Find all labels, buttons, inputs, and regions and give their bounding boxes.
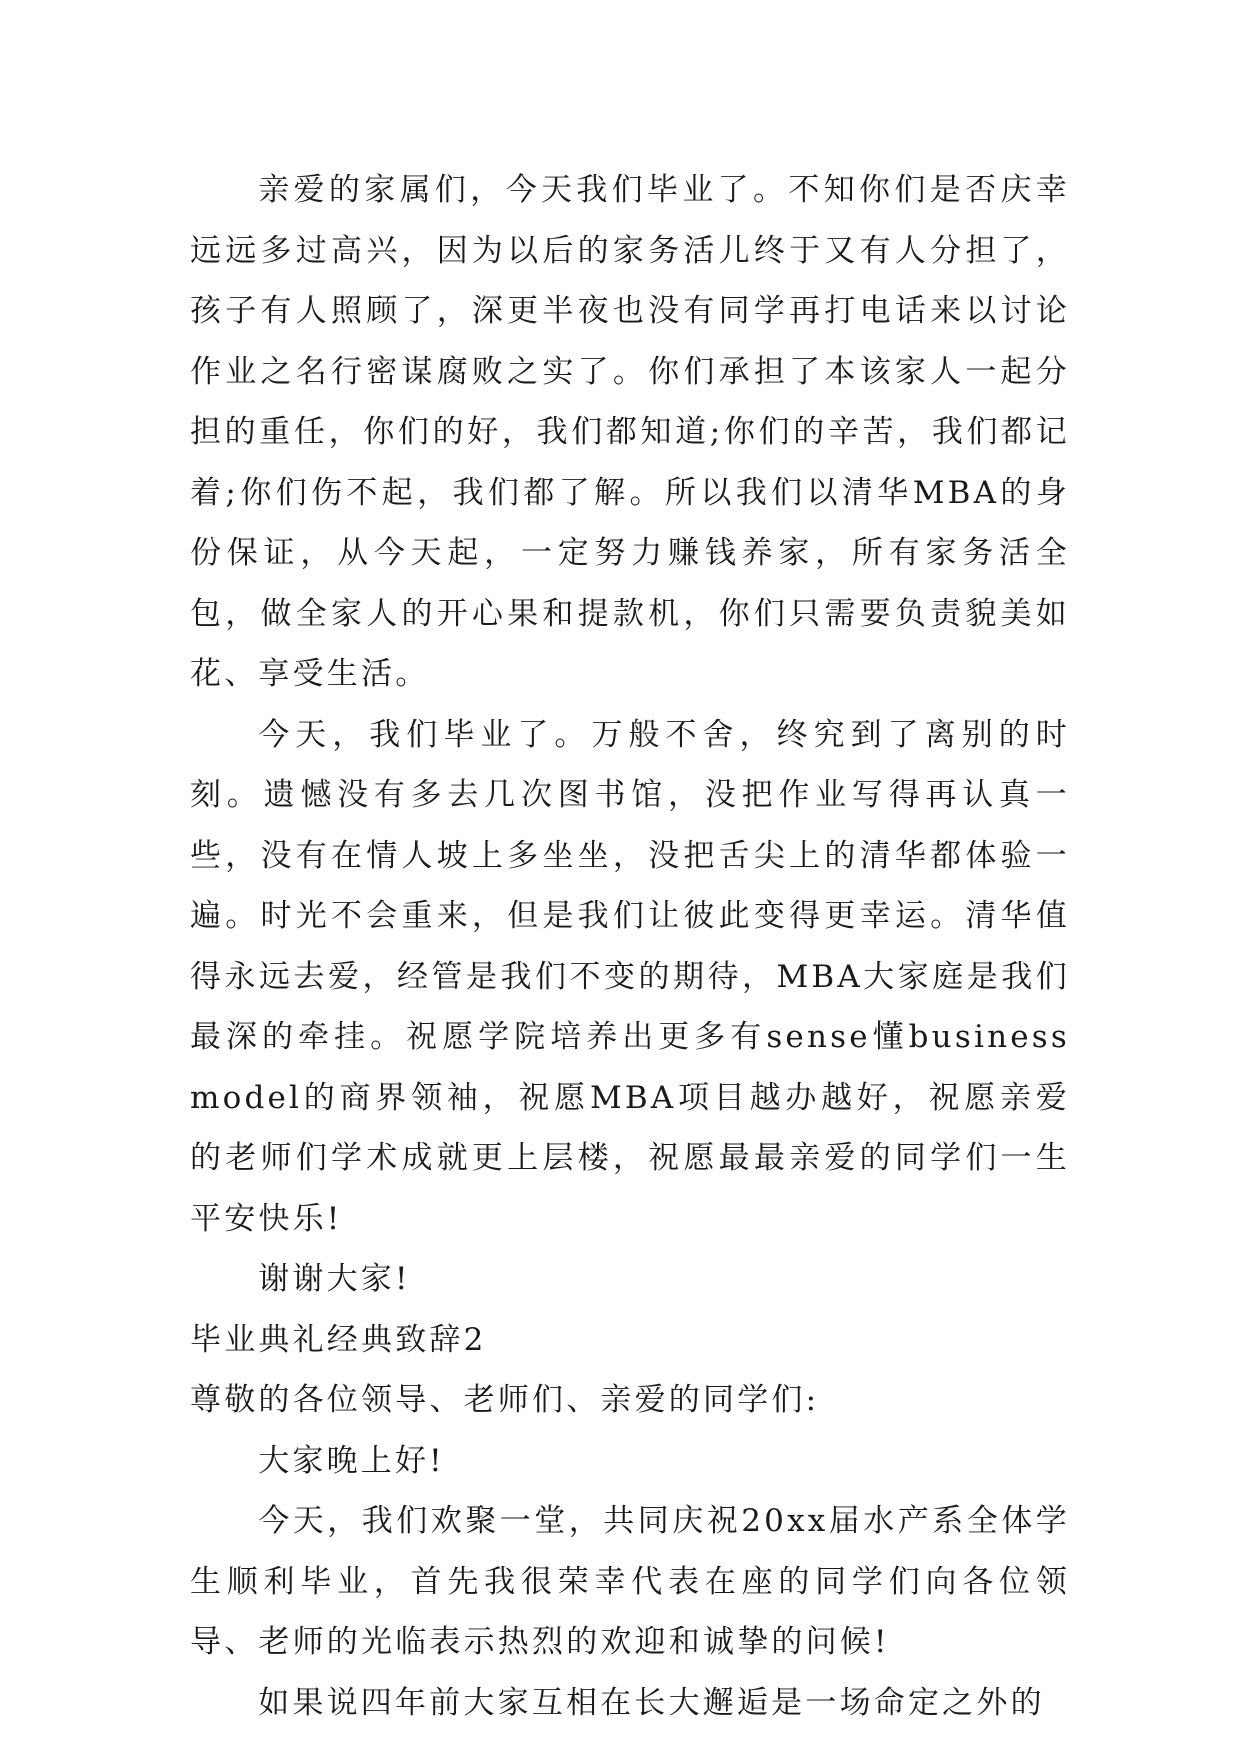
paragraph-celebration: 今天，我们欢聚一堂，共同庆祝20xx届水产系全体学生顺利毕业，首先我很荣幸代表在座的同学们向各位领导、老师的光临表示热烈的欢迎和诚挚的问候! [190, 1503, 1070, 1660]
paragraph-greeting: 大家晚上好! [258, 1442, 445, 1479]
paragraph-thanks: 谢谢大家! [258, 1261, 411, 1297]
paragraph-farewell: 今天，我们毕业了。万般不舍，终究到了离别的时刻。遗憾没有多去几次图书馆，没把作业写得再认真一些，没有在情人坡上多坐坐，没把舌尖上的清华都体验一遍。时光不会重来，但是我们让彼此变得更幸运。清华值得永远去爱，经管是我们不变的期待，MBA大家庭是我们最深的牵挂。祝愿学院培养出更多有sense懂business model的商界领袖，祝愿MBA项目越办越好，祝愿亲爱的老师们学术成就更上层楼，祝愿最最亲爱的同学们一生平安快乐! [190, 716, 1070, 1237]
document-body [190, 160, 1070, 1733]
paragraph-four-years: 如果说四年前大家互相在长大邂逅是一场命定之外的 [258, 1684, 1045, 1721]
section-title: 毕业典礼经典致辞2 [190, 1321, 487, 1358]
paragraph-family-thanks: 亲爱的家属们，今天我们毕业了。不知你们是否庆幸远远多过高兴，因为以后的家务活儿终于又有人分担了，孩子有人照顾了，深更半夜也没有同学再打电话来以讨论作业之名行密谋腐败之实了。你们承担了本该家人一起分担的重任，你们的好，我们都知道;你们的辛苦，我们都记着;你们伤不起，我们都了解。所以我们以清华MBA的身份保证，从今天起，一定努力赚钱养家，所有家务活全包，做全家人的开心果和提款机，你们只需要负责貌美如花、享受生活。 [190, 172, 1070, 692]
salutation: 尊敬的各位领导、老师们、亲爱的同学们: [190, 1382, 820, 1418]
